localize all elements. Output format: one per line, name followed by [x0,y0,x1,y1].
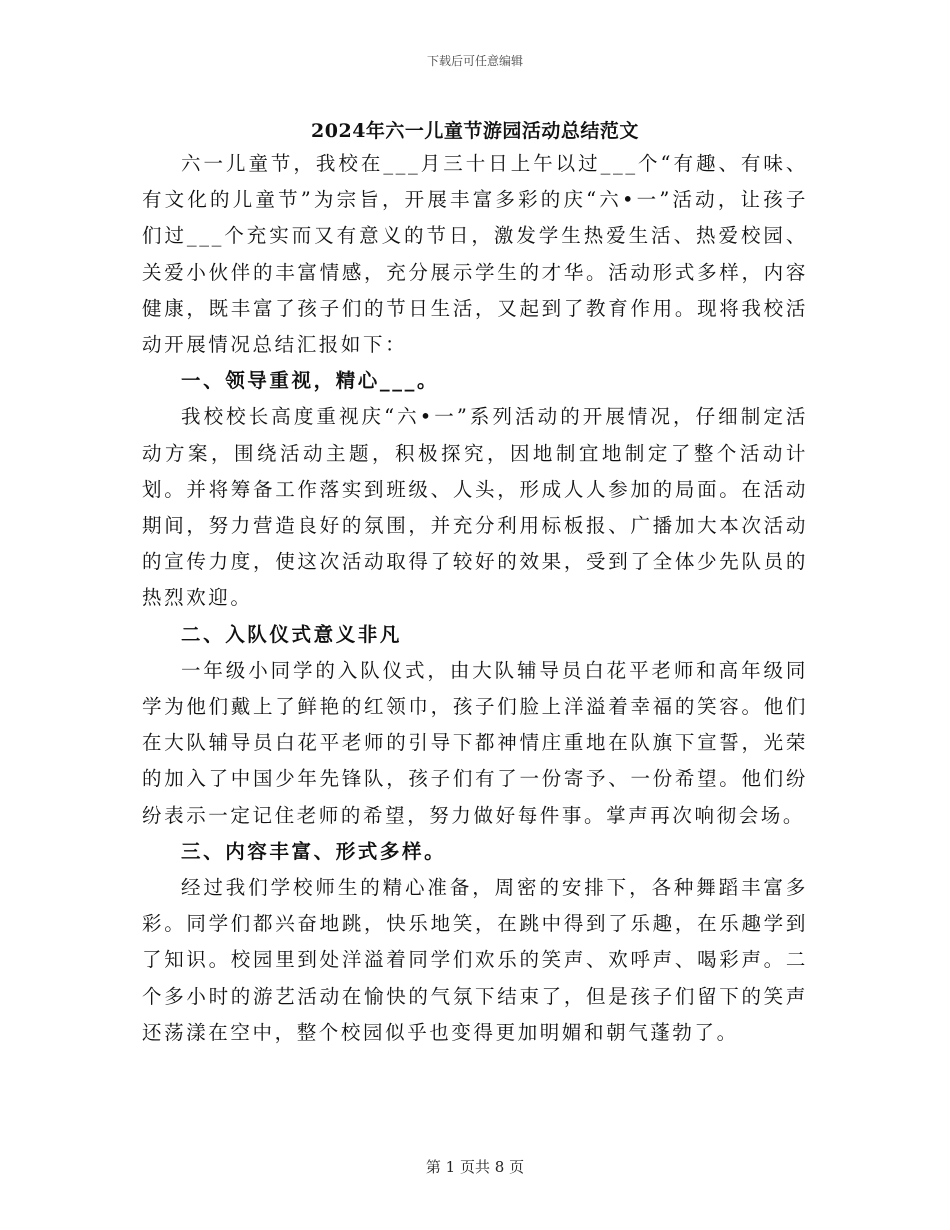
section-heading-1: 一、领导重视，精心___。 [181,369,440,393]
section-paragraph-2: 一年级小同学的入队仪式，由大队辅导员白花平老师和高年级同学为他们戴上了鲜艳的红领巾，孩子们脸上洋溢着幸福的笑容。他们在大队辅导员白花平老师的引导下都神情庄重地在队旗下宣誓，光荣的加入了中国少年先锋队，孩子们有了一份寄予、一份希望。他们纷纷表示一定记住老师的希望，努力做好每件事。掌声再次响彻会场。 [142,658,808,827]
intro-paragraph: 六一儿童节，我校在___月三十日上午以过___个“有趣、有味、有文化的儿童节”为宗旨，开展丰富多彩的庆“六•一”活动，让孩子们过___个充实而又有意义的节日，激发学生热爱生活、热爱校园、关爱小伙伴的丰富情感，充分展示学生的才华。活动形式多样，内容健康，既丰富了孩子们的节日生活，又起到了教育作用。现将我校活动开展情况总结汇报如下： [142,152,808,357]
document-body [142,146,808,1051]
section-heading-2: 二、入队仪式意义非凡 [181,622,403,646]
section-paragraph-3: 经过我们学校师生的精心准备，周密的安排下，各种舞蹈丰富多彩。同学们都兴奋地跳，快乐地笑，在跳中得到了乐趣，在乐趣学到了知识。校园里到处洋溢着同学们欢乐的笑声、欢呼声、喝彩声。二个多小时的游艺活动在愉快的气氛下结束了，但是孩子们留下的笑声还荡漾在空中，整个校园似乎也变得更加明媚和朝气蓬勃了。 [142,876,808,1044]
page-header: 下载后可任意编辑 [426,54,523,68]
document-title: 2024年六一儿童节游园活动总结范文 [311,120,639,142]
section-heading-3: 三、内容丰富、形式多样。 [181,839,447,863]
section-paragraph-1: 我校校长高度重视庆“六•一”系列活动的开展情况，仔细制定活动方案，围绕活动主题，积极探究，因地制宜地制定了整个活动计划。并将筹备工作落实到班级、人头，形成人人参加的局面。在活动期间，努力营造良好的氛围，并充分利用标板报、广播加大本次活动的宣传力度，使这次活动取得了较好的效果，受到了全体少先队员的热烈欢迎。 [142,405,808,610]
page-number: 第 1 页共 8 页 [425,1158,525,1176]
